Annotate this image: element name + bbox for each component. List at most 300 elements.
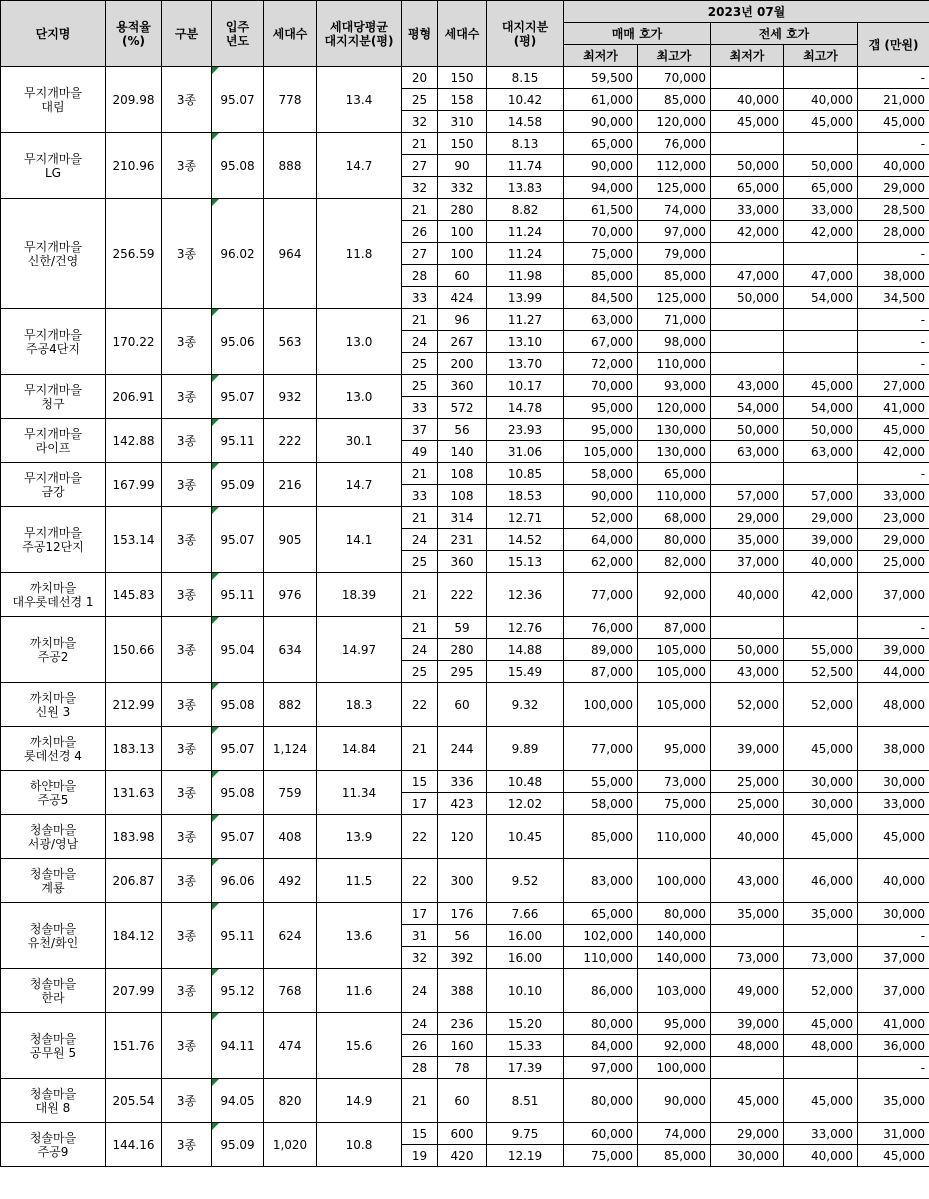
header-far-line1: 용적율 — [116, 19, 151, 34]
land-share-cell: 9.32 — [487, 683, 564, 727]
zone-cell: 3종 — [162, 771, 212, 815]
gap-cell: 34,500 — [858, 287, 929, 309]
jeonse-min-cell — [711, 1057, 784, 1079]
header-pyeong-label: 평형 — [407, 26, 432, 41]
jeonse-min-cell — [711, 243, 784, 265]
header-jeonse-min — [711, 45, 784, 67]
gap-cell: 45,000 — [858, 111, 929, 133]
sale-min-cell: 89,000 — [564, 639, 638, 661]
land-share-cell: 13.99 — [487, 287, 564, 309]
avg-land-share-cell: 30.1 — [317, 419, 402, 463]
sale-max-cell: 140,000 — [638, 925, 711, 947]
land-share-cell: 12.02 — [487, 793, 564, 815]
sale-max-cell: 85,000 — [638, 1145, 711, 1167]
avg-land-share-cell: 10.8 — [317, 1123, 402, 1167]
complex-name-line2: 신원 3 — [35, 704, 71, 719]
move-in-year-cell: 95.07 — [212, 67, 264, 133]
households-cell: 222 — [264, 419, 317, 463]
unit-households-cell: 360 — [438, 551, 487, 573]
complex-name-line2: 주공12단지 — [22, 539, 84, 554]
header-sale-min — [564, 45, 638, 67]
table-row — [1, 1123, 929, 1145]
sale-min-cell: 58,000 — [564, 793, 638, 815]
households-cell: 563 — [264, 309, 317, 375]
jeonse-max-cell — [784, 353, 858, 375]
header-unit-households — [438, 1, 487, 67]
sale-min-cell: 80,000 — [564, 1013, 638, 1035]
pyeong-cell: 26 — [402, 1035, 438, 1057]
jeonse-min-cell: 65,000 — [711, 177, 784, 199]
zone-cell: 3종 — [162, 309, 212, 375]
land-share-cell: 14.58 — [487, 111, 564, 133]
gap-cell: 37,000 — [858, 573, 929, 617]
unit-households-cell: 59 — [438, 617, 487, 639]
avg-land-share-cell: 11.6 — [317, 969, 402, 1013]
land-share-cell: 10.17 — [487, 375, 564, 397]
complex-name-cell — [1, 969, 106, 1013]
header-month-label: 2023년 07월 — [707, 4, 786, 19]
pyeong-cell: 24 — [402, 331, 438, 353]
land-share-cell: 13.83 — [487, 177, 564, 199]
jeonse-max-cell — [784, 1057, 858, 1079]
pyeong-cell: 32 — [402, 947, 438, 969]
households-cell: 408 — [264, 815, 317, 859]
jeonse-min-cell: 35,000 — [711, 903, 784, 925]
floor-area-ratio-cell: 150.66 — [106, 617, 162, 683]
avg-land-share-cell: 13.9 — [317, 815, 402, 859]
table-row — [1, 67, 929, 89]
complex-name-cell — [1, 375, 106, 419]
unit-households-cell: 314 — [438, 507, 487, 529]
land-share-cell: 12.36 — [487, 573, 564, 617]
households-cell: 768 — [264, 969, 317, 1013]
sale-min-cell: 84,500 — [564, 287, 638, 309]
jeonse-max-cell: 54,000 — [784, 397, 858, 419]
zone-cell: 3종 — [162, 815, 212, 859]
header-land-line1: 대지지분 — [501, 19, 549, 34]
jeonse-max-cell — [784, 67, 858, 89]
jeonse-max-cell — [784, 617, 858, 639]
jeonse-max-cell: 45,000 — [784, 1013, 858, 1035]
complex-name-cell — [1, 199, 106, 309]
jeonse-max-cell: 45,000 — [784, 815, 858, 859]
header-avg-land-line1: 세대당평균 — [330, 19, 388, 34]
avg-land-share-cell: 18.39 — [317, 573, 402, 617]
complex-name-line2: 대우롯데선경 1 — [12, 594, 94, 609]
header-land-line2: (평) — [513, 33, 537, 48]
jeonse-max-cell: 50,000 — [784, 155, 858, 177]
complex-name-cell — [1, 1013, 106, 1079]
avg-land-share-cell: 14.7 — [317, 133, 402, 199]
gap-cell: 40,000 — [858, 859, 929, 903]
pyeong-cell: 25 — [402, 551, 438, 573]
land-share-cell: 12.71 — [487, 507, 564, 529]
table-row — [1, 507, 929, 529]
complex-name-line2: 서광/영남 — [27, 836, 79, 851]
table-row — [1, 199, 929, 221]
gap-cell: 38,000 — [858, 727, 929, 771]
unit-households-cell: 60 — [438, 1079, 487, 1123]
complex-name-cell — [1, 507, 106, 573]
sale-max-cell: 105,000 — [638, 683, 711, 727]
land-share-cell: 11.24 — [487, 221, 564, 243]
complex-name-cell — [1, 859, 106, 903]
jeonse-min-cell: 73,000 — [711, 947, 784, 969]
jeonse-min-cell: 30,000 — [711, 1145, 784, 1167]
pyeong-cell: 25 — [402, 89, 438, 111]
land-share-cell: 15.20 — [487, 1013, 564, 1035]
land-share-cell: 10.45 — [487, 815, 564, 859]
households-cell: 474 — [264, 1013, 317, 1079]
sale-min-cell: 70,000 — [564, 375, 638, 397]
zone-cell: 3종 — [162, 903, 212, 969]
table-row — [1, 815, 929, 859]
sale-min-cell: 97,000 — [564, 1057, 638, 1079]
land-share-cell: 14.52 — [487, 529, 564, 551]
floor-area-ratio-cell: 131.63 — [106, 771, 162, 815]
sale-min-cell: 61,000 — [564, 89, 638, 111]
floor-area-ratio-cell: 212.99 — [106, 683, 162, 727]
pyeong-cell: 21 — [402, 617, 438, 639]
households-cell: 882 — [264, 683, 317, 727]
move-in-year-cell: 95.12 — [212, 969, 264, 1013]
gap-cell: 25,000 — [858, 551, 929, 573]
unit-households-cell: 423 — [438, 793, 487, 815]
header-jeonse-label: 전세 호가 — [758, 26, 810, 41]
pyeong-cell: 21 — [402, 309, 438, 331]
header-month — [564, 1, 929, 23]
pyeong-cell: 25 — [402, 375, 438, 397]
header-zone — [162, 1, 212, 67]
unit-households-cell: 244 — [438, 727, 487, 771]
avg-land-share-cell: 13.0 — [317, 375, 402, 419]
jeonse-max-cell: 52,500 — [784, 661, 858, 683]
complex-name-cell — [1, 309, 106, 375]
sale-min-cell: 102,000 — [564, 925, 638, 947]
jeonse-max-cell: 33,000 — [784, 199, 858, 221]
floor-area-ratio-cell: 206.91 — [106, 375, 162, 419]
jeonse-min-cell — [711, 67, 784, 89]
gap-cell: 27,000 — [858, 375, 929, 397]
jeonse-min-cell: 47,000 — [711, 265, 784, 287]
zone-cell: 3종 — [162, 1123, 212, 1167]
unit-households-cell: 140 — [438, 441, 487, 463]
jeonse-max-cell: 42,000 — [784, 573, 858, 617]
jeonse-max-cell: 29,000 — [784, 507, 858, 529]
complex-name-cell — [1, 617, 106, 683]
complex-name-line1: 무지개마을 — [24, 382, 82, 397]
pyeong-cell: 15 — [402, 771, 438, 793]
gap-cell: - — [858, 331, 929, 353]
land-share-cell: 15.13 — [487, 551, 564, 573]
land-share-cell: 31.06 — [487, 441, 564, 463]
jeonse-min-cell: 25,000 — [711, 771, 784, 793]
move-in-year-cell: 95.04 — [212, 617, 264, 683]
pyeong-cell: 21 — [402, 1079, 438, 1123]
complex-name-line1: 무지개마을 — [24, 151, 82, 166]
header-sale-max — [638, 45, 711, 67]
jeonse-min-cell: 37,000 — [711, 551, 784, 573]
gap-cell: 23,000 — [858, 507, 929, 529]
households-cell: 1,124 — [264, 727, 317, 771]
jeonse-min-cell: 35,000 — [711, 529, 784, 551]
complex-name-line1: 청솔마을 — [29, 976, 77, 991]
gap-cell: 31,000 — [858, 1123, 929, 1145]
header-sale — [564, 23, 711, 45]
households-cell: 964 — [264, 199, 317, 309]
sale-min-cell: 55,000 — [564, 771, 638, 793]
sale-min-cell: 58,000 — [564, 463, 638, 485]
table-row — [1, 903, 929, 925]
zone-cell: 3종 — [162, 375, 212, 419]
gap-cell: 39,000 — [858, 639, 929, 661]
complex-name-line1: 무지개마을 — [24, 239, 82, 254]
gap-cell: 45,000 — [858, 1145, 929, 1167]
sale-min-cell: 60,000 — [564, 1123, 638, 1145]
jeonse-min-cell: 50,000 — [711, 287, 784, 309]
unit-households-cell: 56 — [438, 925, 487, 947]
floor-area-ratio-cell: 205.54 — [106, 1079, 162, 1123]
gap-cell: 40,000 — [858, 155, 929, 177]
complex-name-line2: 주공9 — [37, 1144, 69, 1159]
unit-households-cell: 60 — [438, 683, 487, 727]
complex-name-cell — [1, 903, 106, 969]
pyeong-cell: 17 — [402, 793, 438, 815]
sale-min-cell: 52,000 — [564, 507, 638, 529]
zone-cell: 3종 — [162, 727, 212, 771]
gap-cell: 45,000 — [858, 419, 929, 441]
gap-cell: 37,000 — [858, 969, 929, 1013]
floor-area-ratio-cell: 206.87 — [106, 859, 162, 903]
floor-area-ratio-cell: 183.98 — [106, 815, 162, 859]
households-cell: 888 — [264, 133, 317, 199]
sale-max-cell: 98,000 — [638, 331, 711, 353]
sale-min-cell: 105,000 — [564, 441, 638, 463]
pyeong-cell: 49 — [402, 441, 438, 463]
sale-max-cell: 75,000 — [638, 793, 711, 815]
complex-name-line1: 청솔마을 — [29, 822, 77, 837]
zone-cell: 3종 — [162, 969, 212, 1013]
header-year-line1: 입주 — [225, 19, 250, 34]
table-header — [1, 1, 929, 67]
sale-max-cell: 79,000 — [638, 243, 711, 265]
jeonse-max-cell: 52,000 — [784, 683, 858, 727]
header-jeonse-max-label: 최고가 — [803, 48, 838, 63]
gap-cell: 28,000 — [858, 221, 929, 243]
gap-cell: 29,000 — [858, 177, 929, 199]
move-in-year-cell: 95.08 — [212, 133, 264, 199]
pyeong-cell: 22 — [402, 683, 438, 727]
gap-cell: 30,000 — [858, 771, 929, 793]
move-in-year-cell: 95.08 — [212, 683, 264, 727]
unit-households-cell: 200 — [438, 353, 487, 375]
sale-max-cell: 120,000 — [638, 397, 711, 419]
move-in-year-cell: 94.11 — [212, 1013, 264, 1079]
zone-cell: 3종 — [162, 617, 212, 683]
complex-name-line2: 라이프 — [35, 440, 71, 455]
sale-max-cell: 105,000 — [638, 661, 711, 683]
sale-max-cell: 140,000 — [638, 947, 711, 969]
sale-min-cell: 85,000 — [564, 265, 638, 287]
pyeong-cell: 33 — [402, 397, 438, 419]
sale-min-cell: 100,000 — [564, 683, 638, 727]
complex-name-line1: 무지개마을 — [24, 470, 82, 485]
zone-cell: 3종 — [162, 419, 212, 463]
land-share-cell: 16.00 — [487, 947, 564, 969]
pyeong-cell: 32 — [402, 177, 438, 199]
sale-min-cell: 90,000 — [564, 155, 638, 177]
pyeong-cell: 27 — [402, 243, 438, 265]
pyeong-cell: 20 — [402, 67, 438, 89]
floor-area-ratio-cell: 183.13 — [106, 727, 162, 771]
jeonse-min-cell: 39,000 — [711, 727, 784, 771]
avg-land-share-cell: 14.9 — [317, 1079, 402, 1123]
pyeong-cell: 21 — [402, 199, 438, 221]
jeonse-max-cell: 39,000 — [784, 529, 858, 551]
floor-area-ratio-cell: 153.14 — [106, 507, 162, 573]
complex-name-line2: 계룡 — [41, 880, 65, 895]
unit-households-cell: 90 — [438, 155, 487, 177]
header-far — [106, 1, 162, 67]
land-share-cell: 23.93 — [487, 419, 564, 441]
jeonse-min-cell: 48,000 — [711, 1035, 784, 1057]
pyeong-cell: 24 — [402, 1013, 438, 1035]
gap-cell: - — [858, 133, 929, 155]
sale-min-cell: 65,000 — [564, 903, 638, 925]
jeonse-max-cell: 73,000 — [784, 947, 858, 969]
complex-name-line1: 까치마을 — [29, 690, 77, 705]
jeonse-min-cell: 43,000 — [711, 375, 784, 397]
avg-land-share-cell: 14.84 — [317, 727, 402, 771]
land-share-cell: 9.75 — [487, 1123, 564, 1145]
sale-min-cell: 65,000 — [564, 133, 638, 155]
sale-min-cell: 67,000 — [564, 331, 638, 353]
floor-area-ratio-cell: 256.59 — [106, 199, 162, 309]
unit-households-cell: 310 — [438, 111, 487, 133]
sale-min-cell: 85,000 — [564, 815, 638, 859]
gap-cell: 38,000 — [858, 265, 929, 287]
land-share-cell: 12.19 — [487, 1145, 564, 1167]
zone-cell: 3종 — [162, 199, 212, 309]
unit-households-cell: 158 — [438, 89, 487, 111]
pyeong-cell: 21 — [402, 727, 438, 771]
header-avg-land-line2: 대지지분(평) — [324, 33, 394, 48]
table-row — [1, 683, 929, 727]
floor-area-ratio-cell: 151.76 — [106, 1013, 162, 1079]
unit-households-cell: 176 — [438, 903, 487, 925]
pyeong-cell: 24 — [402, 969, 438, 1013]
jeonse-min-cell: 43,000 — [711, 859, 784, 903]
gap-cell: - — [858, 1057, 929, 1079]
jeonse-max-cell — [784, 463, 858, 485]
unit-households-cell: 100 — [438, 221, 487, 243]
complex-name-line2: 유천/화인 — [27, 935, 79, 950]
complex-name-line2: 대림 — [41, 99, 65, 114]
floor-area-ratio-cell: 145.83 — [106, 573, 162, 617]
jeonse-min-cell: 50,000 — [711, 155, 784, 177]
complex-name-line2: 롯데선경 4 — [24, 748, 82, 763]
complex-name-line1: 청솔마을 — [29, 866, 77, 881]
pyeong-cell: 37 — [402, 419, 438, 441]
land-share-cell: 11.24 — [487, 243, 564, 265]
sale-max-cell: 100,000 — [638, 1057, 711, 1079]
sale-max-cell: 80,000 — [638, 903, 711, 925]
land-share-cell: 16.00 — [487, 925, 564, 947]
sale-max-cell: 95,000 — [638, 1013, 711, 1035]
pyeong-cell: 22 — [402, 859, 438, 903]
land-share-cell: 10.48 — [487, 771, 564, 793]
unit-households-cell: 332 — [438, 177, 487, 199]
table-row — [1, 1013, 929, 1035]
jeonse-max-cell: 47,000 — [784, 265, 858, 287]
jeonse-min-cell — [711, 925, 784, 947]
unit-households-cell: 600 — [438, 1123, 487, 1145]
move-in-year-cell: 95.11 — [212, 903, 264, 969]
unit-households-cell: 56 — [438, 419, 487, 441]
sale-max-cell: 70,000 — [638, 67, 711, 89]
sale-max-cell: 87,000 — [638, 617, 711, 639]
jeonse-max-cell: 45,000 — [784, 111, 858, 133]
unit-households-cell: 108 — [438, 463, 487, 485]
gap-cell: 33,000 — [858, 485, 929, 507]
avg-land-share-cell: 13.4 — [317, 67, 402, 133]
zone-cell: 3종 — [162, 507, 212, 573]
pyeong-cell: 25 — [402, 353, 438, 375]
sale-min-cell: 83,000 — [564, 859, 638, 903]
complex-name-cell — [1, 815, 106, 859]
jeonse-min-cell: 33,000 — [711, 199, 784, 221]
sale-max-cell: 95,000 — [638, 727, 711, 771]
jeonse-min-cell: 45,000 — [711, 1079, 784, 1123]
complex-name-line2: LG — [45, 165, 61, 180]
sale-max-cell: 93,000 — [638, 375, 711, 397]
move-in-year-cell: 95.07 — [212, 815, 264, 859]
jeonse-min-cell: 29,000 — [711, 1123, 784, 1145]
gap-cell: 36,000 — [858, 1035, 929, 1057]
gap-cell: - — [858, 243, 929, 265]
jeonse-min-cell: 39,000 — [711, 1013, 784, 1035]
sale-min-cell: 80,000 — [564, 1079, 638, 1123]
unit-households-cell: 222 — [438, 573, 487, 617]
gap-cell: 44,000 — [858, 661, 929, 683]
unit-households-cell: 300 — [438, 859, 487, 903]
sale-min-cell: 90,000 — [564, 485, 638, 507]
households-cell: 1,020 — [264, 1123, 317, 1167]
land-share-cell: 10.85 — [487, 463, 564, 485]
jeonse-min-cell: 40,000 — [711, 573, 784, 617]
sale-max-cell: 97,000 — [638, 221, 711, 243]
sale-max-cell: 68,000 — [638, 507, 711, 529]
header-gap — [858, 23, 929, 67]
unit-households-cell: 420 — [438, 1145, 487, 1167]
zone-cell: 3종 — [162, 1013, 212, 1079]
sale-min-cell: 59,500 — [564, 67, 638, 89]
avg-land-share-cell: 13.6 — [317, 903, 402, 969]
gap-cell: 30,000 — [858, 903, 929, 925]
gap-cell: 28,500 — [858, 199, 929, 221]
jeonse-min-cell — [711, 353, 784, 375]
sale-min-cell: 76,000 — [564, 617, 638, 639]
header-pyeong — [402, 1, 438, 67]
jeonse-min-cell — [711, 133, 784, 155]
floor-area-ratio-cell: 210.96 — [106, 133, 162, 199]
complex-name-cell — [1, 573, 106, 617]
table-row — [1, 1079, 929, 1123]
sale-max-cell: 85,000 — [638, 265, 711, 287]
sale-max-cell: 80,000 — [638, 529, 711, 551]
floor-area-ratio-cell: 144.16 — [106, 1123, 162, 1167]
jeonse-min-cell: 45,000 — [711, 111, 784, 133]
